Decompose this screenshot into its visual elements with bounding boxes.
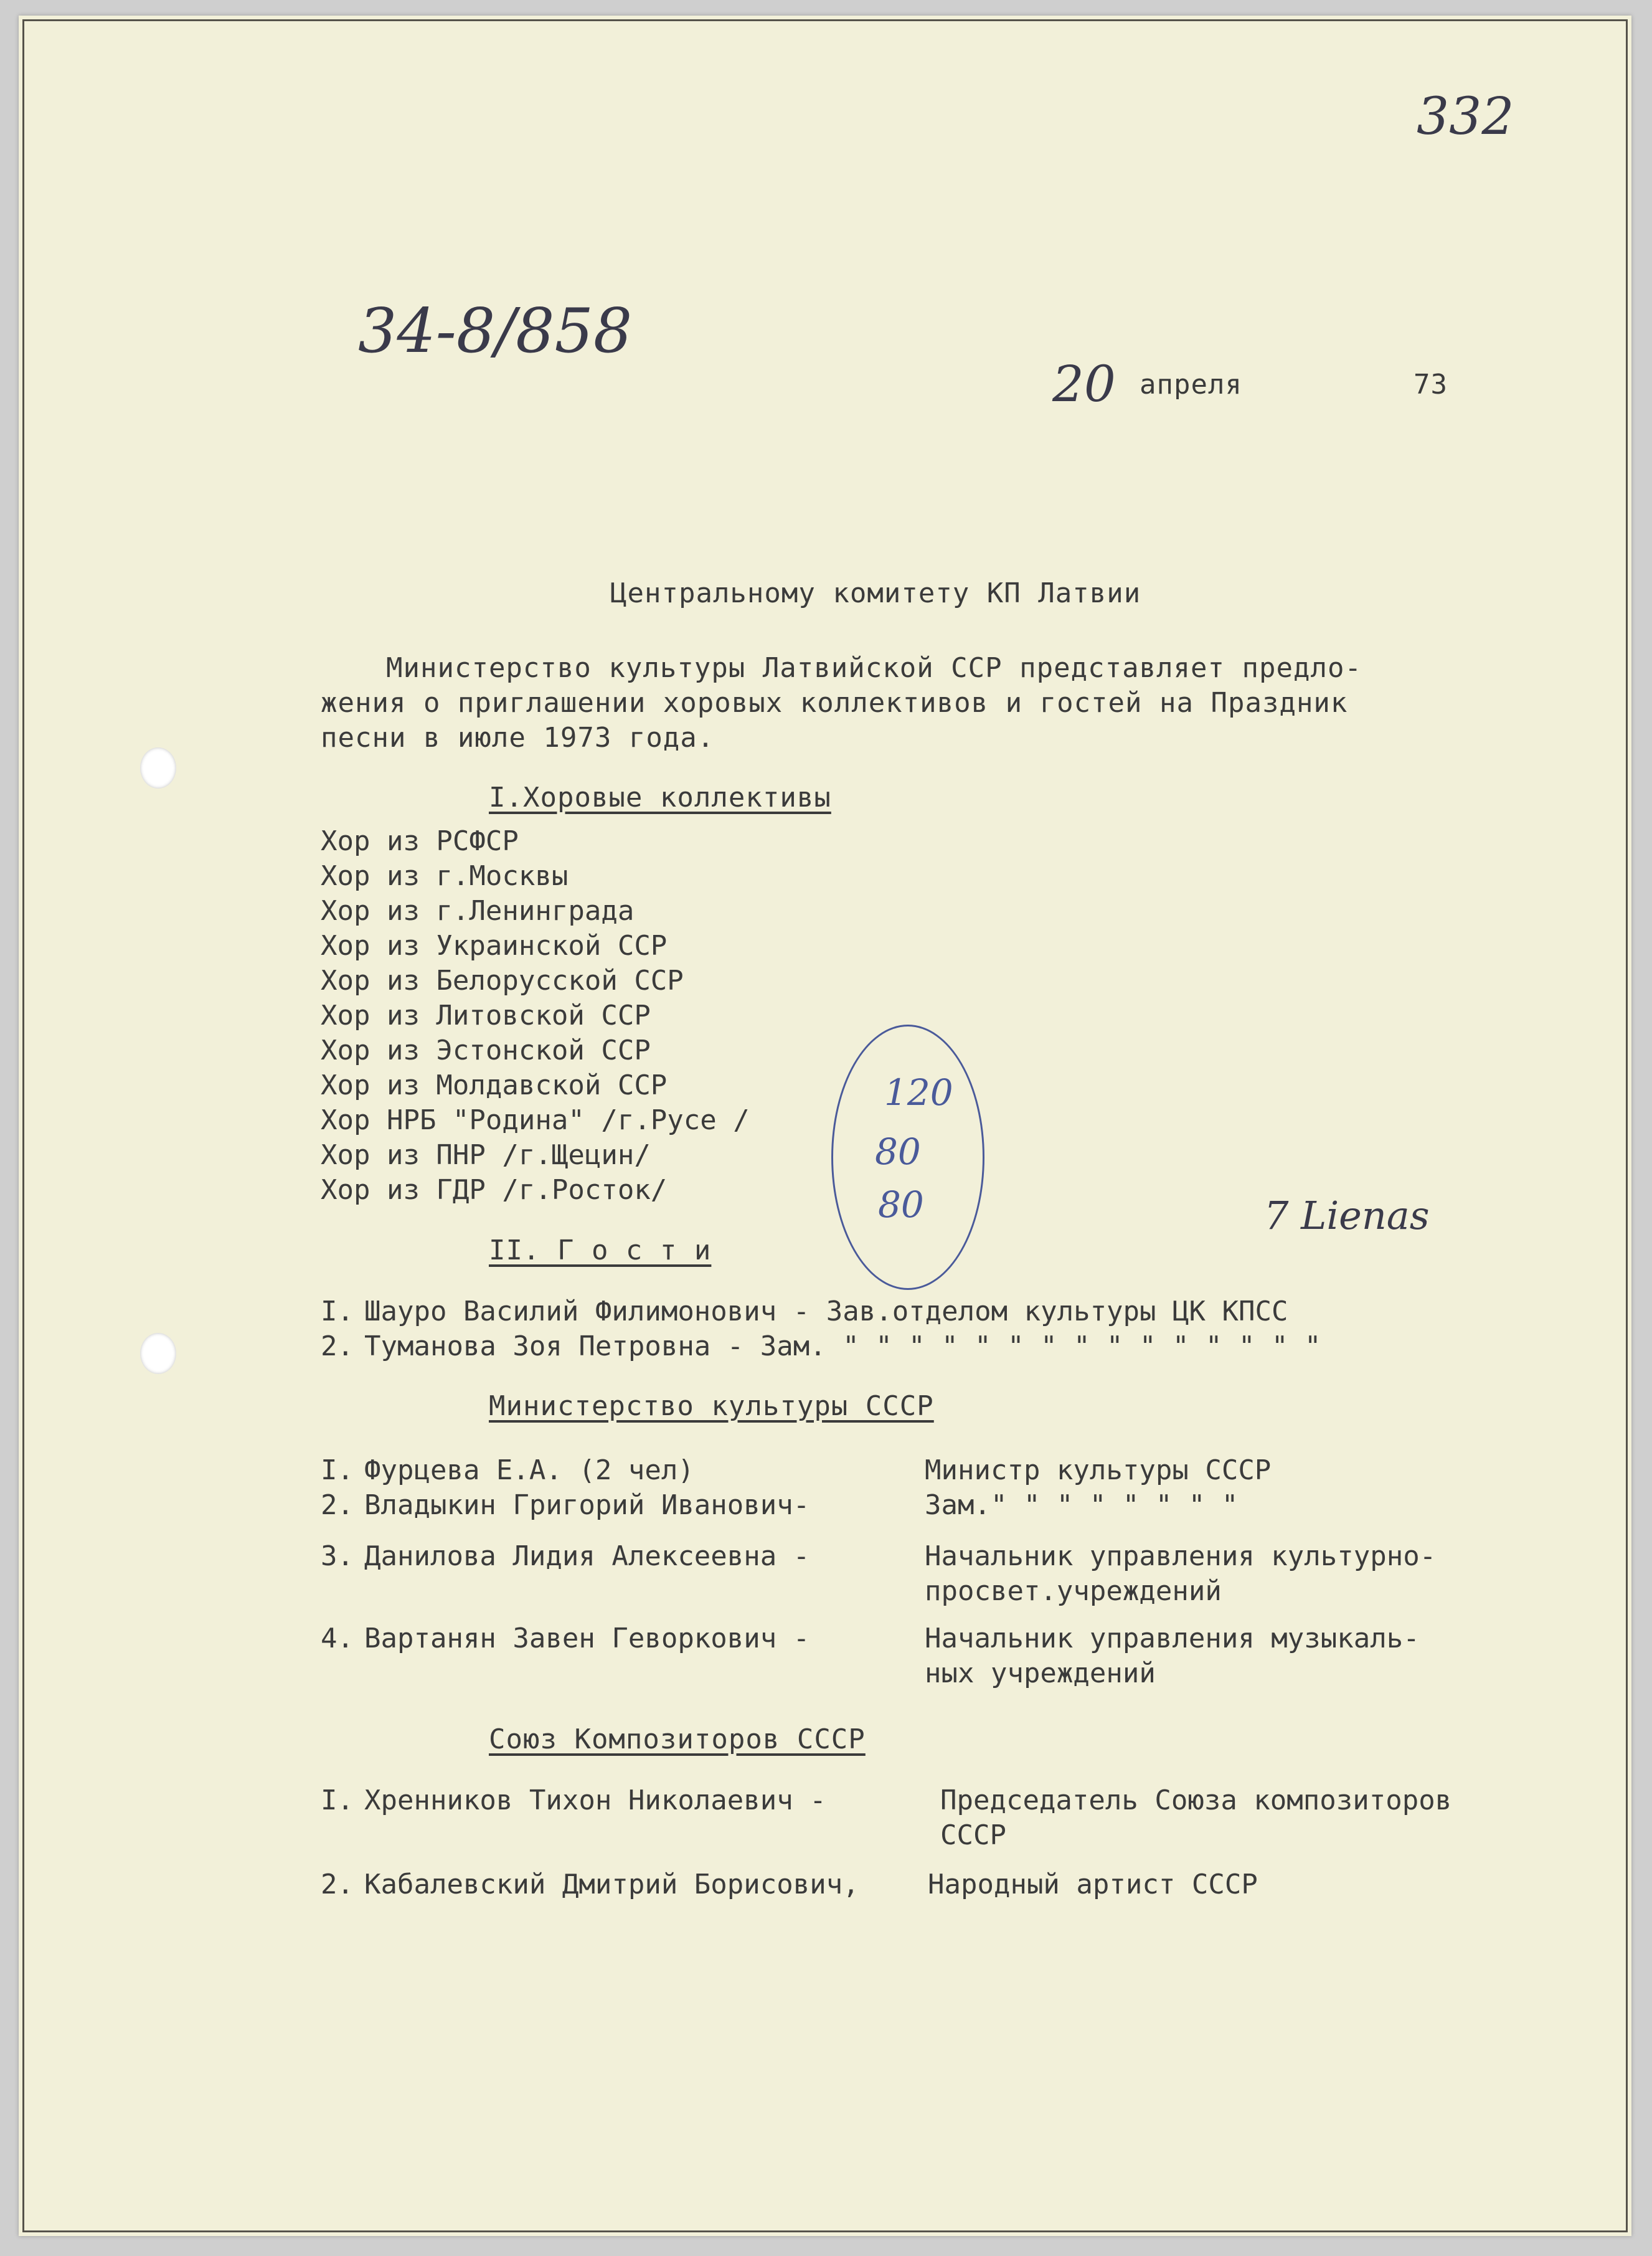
ministry-row	[321, 1489, 809, 1521]
row-text: Туманова Зоя Петровна - Зам. " " " " " " " " " " " " " " "	[364, 1330, 1321, 1362]
date-month: апреля	[1140, 369, 1242, 400]
handwritten-count-120: 120	[884, 1071, 953, 1114]
handwritten-note: 7 Lienas	[1264, 1193, 1430, 1238]
list-item: Хор из Молдавской ССР	[321, 1069, 668, 1101]
row-role: просвет.учреждений	[925, 1575, 1222, 1607]
row-number: 3.	[321, 1540, 354, 1572]
ministry-heading: Министерство культуры СССР	[489, 1390, 934, 1422]
row-number: 2.	[321, 1489, 354, 1521]
row-role: Зам." " " " " " " "	[925, 1489, 1239, 1521]
row-role: Народный артист СССР	[928, 1869, 1258, 1900]
intro-line-3: песни в июле 1973 года.	[321, 722, 715, 754]
handwritten-page-number: 332	[1417, 87, 1514, 146]
row-name: Фурцева Е.А. (2 чел)	[364, 1454, 694, 1486]
choir-list	[321, 825, 750, 1209]
list-item: Хор из г.Москвы	[321, 860, 569, 892]
list-item: Хор из Украинской ССР	[321, 930, 668, 962]
guest-row	[321, 1330, 1321, 1362]
ministry-row	[321, 1454, 694, 1486]
row-name: Вартанян Завен Геворкович -	[364, 1623, 810, 1654]
handwritten-registration-number: 34-8/858	[358, 296, 633, 367]
addressee: Центральному комитету КП Латвии	[610, 577, 1141, 609]
intro-line-1: Министерство культуры Латвийской ССР представляет предло-	[386, 652, 1362, 684]
row-name: Данилова Лидия Алексеевна -	[364, 1540, 810, 1572]
section-choirs-heading: I.Хоровые коллективы	[489, 782, 831, 813]
row-name: Кабалевский Дмитрий Борисович,	[364, 1869, 859, 1900]
row-text: Шауро Василий Филимонович - Зав.отделом культуры ЦК КПСС	[364, 1296, 1288, 1327]
row-name: Владыкин Григорий Иванович-	[364, 1489, 810, 1521]
composers-row	[321, 1784, 826, 1816]
punch-hole-top	[140, 747, 176, 789]
row-number: I.	[321, 1784, 354, 1816]
handwritten-count-80-second: 80	[878, 1183, 924, 1226]
composers-row	[321, 1869, 859, 1900]
document-sheet	[19, 16, 1631, 2236]
composers-heading: Союз Композиторов СССР	[489, 1723, 866, 1755]
row-role: Председатель Союза композиторов	[940, 1784, 1452, 1816]
list-item: Хор из ГДР /г.Росток/	[321, 1174, 668, 1206]
row-role: Начальник управления музыкаль-	[925, 1623, 1420, 1654]
section-guests-heading: II. Г о с т и	[489, 1235, 712, 1266]
list-item: Хор НРБ "Родина" /г.Русе /	[321, 1104, 750, 1136]
ministry-row	[321, 1540, 809, 1572]
punch-hole-bottom	[140, 1333, 176, 1374]
list-item: Хор из г.Ленинграда	[321, 895, 635, 927]
row-number: I.	[321, 1454, 354, 1486]
row-name: Хренников Тихон Николаевич -	[364, 1784, 826, 1816]
row-role: Министр культуры СССР	[925, 1454, 1272, 1486]
row-number: 4.	[321, 1623, 354, 1654]
row-number: 2.	[321, 1869, 354, 1900]
scan-frame	[22, 19, 1628, 2232]
guest-row	[321, 1296, 1288, 1327]
ministry-row	[321, 1623, 809, 1654]
list-item: Хор из РСФСР	[321, 825, 519, 857]
row-number: 2.	[321, 1330, 354, 1362]
list-item: Хор из Эстонской ССР	[321, 1035, 651, 1066]
list-item: Хор из Литовской ССР	[321, 1000, 651, 1031]
handwritten-count-80-first: 80	[875, 1130, 921, 1173]
row-role: ных учреждений	[925, 1657, 1156, 1689]
row-number: I.	[321, 1296, 354, 1327]
date-year: 73	[1414, 369, 1448, 400]
list-item: Хор из ПНР /г.Щецин/	[321, 1139, 651, 1171]
row-role: Начальник управления культурно-	[925, 1540, 1437, 1572]
list-item: Хор из Белорусской ССР	[321, 965, 684, 997]
handwritten-date-day: 20	[1052, 355, 1116, 413]
row-role: СССР	[940, 1819, 1006, 1851]
intro-line-2: жения о приглашении хоровых коллективов и гостей на Праздник	[321, 687, 1348, 719]
